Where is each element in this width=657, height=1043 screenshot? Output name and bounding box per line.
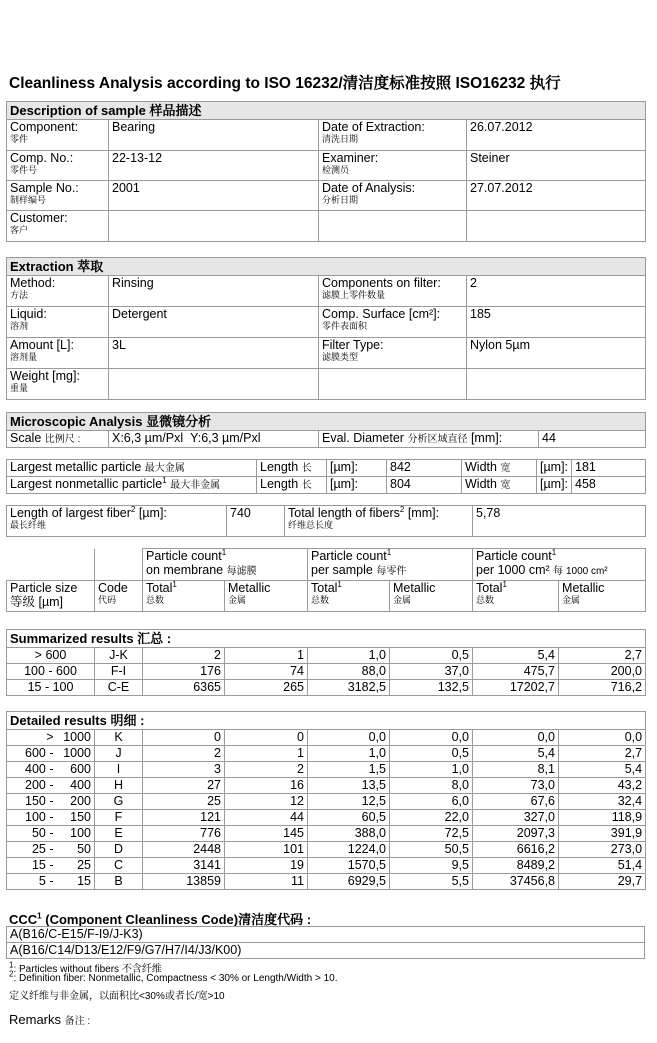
- cell-st: 388,0: [308, 826, 390, 842]
- cell-mm: 16: [225, 778, 308, 794]
- cell-a: 150 -: [7, 794, 57, 810]
- cell-mt: 13859: [143, 874, 225, 890]
- nonmetallic-length-value: 804: [387, 477, 462, 494]
- cell-b: 15: [57, 874, 95, 890]
- fiber-table: [6, 505, 646, 537]
- fiber-row: Length of largest fiber$^2$ [µm]: 最长纤维 740 Total length of fibers$^2$ [mm]: 纤维总长度 5,78: [7, 506, 646, 537]
- comp-surface-value: 185: [467, 307, 646, 338]
- remarks-label: Remarks 备注 :: [9, 1012, 91, 1027]
- cell-st: 1224,0: [308, 842, 390, 858]
- cell-mt: 3: [143, 762, 225, 778]
- liquid-value: Detergent: [109, 307, 319, 338]
- cell-code: J: [95, 746, 143, 762]
- table-row: [7, 842, 646, 858]
- table-row: [7, 858, 646, 874]
- amount-value: 3L: [109, 338, 319, 369]
- cell-mt: 25: [143, 794, 225, 810]
- description-row: Component: 零件 Bearing Date of Extraction: 清洗日期 26.07.2012: [7, 120, 646, 151]
- cell-km: 29,7: [559, 874, 646, 890]
- cell-mm: 1: [225, 746, 308, 762]
- cell-km: 51,4: [559, 858, 646, 874]
- ccc-code-2: A(B16/C14/D13/E12/F9/G7/H7/I4/J3/K00): [7, 943, 645, 959]
- cell-sm: 72,5: [390, 826, 473, 842]
- metallic-width-value: 181: [572, 460, 646, 477]
- cell-mm: 0: [225, 730, 308, 746]
- cell-code: G: [95, 794, 143, 810]
- metallic-length-value: 842: [387, 460, 462, 477]
- cell-km: 2,7: [559, 746, 646, 762]
- cell-kt: 5,4: [473, 746, 559, 762]
- footnote-2: $^2$: Definition fiber: Nonmetallic, Compactness < 30% or Length/Width > 10.: [9, 969, 338, 984]
- cell-mm: 44: [225, 810, 308, 826]
- cell-b: 400: [57, 778, 95, 794]
- microscopic-header: Microscopic Analysis 显微镜分析: [7, 413, 646, 431]
- cell-st: 1570,5: [308, 858, 390, 874]
- cell-b: 150: [57, 810, 95, 826]
- cell-kt: 0,0: [473, 730, 559, 746]
- table-row: > 600 J-K 2 1 1,0 0,5 5,4 2,7: [7, 648, 646, 664]
- cell-sm: 9,5: [390, 858, 473, 874]
- cell-kt: 67,6: [473, 794, 559, 810]
- extraction-row: Weight [mg]: 重量: [7, 369, 646, 400]
- cell-code: K: [95, 730, 143, 746]
- cell-sm: 6,0: [390, 794, 473, 810]
- cell-mt: 2448: [143, 842, 225, 858]
- cell-st: 12,5: [308, 794, 390, 810]
- cell-mt: 27: [143, 778, 225, 794]
- extraction-row: Method: 方法 Rinsing Components on filter: 滤膜上零件数量 2: [7, 276, 646, 307]
- cell-code: B: [95, 874, 143, 890]
- cell-sm: 0,5: [390, 746, 473, 762]
- table-row: [7, 794, 646, 810]
- cell-code: E: [95, 826, 143, 842]
- cell-st: 6929,5: [308, 874, 390, 890]
- table-row: [7, 826, 646, 842]
- cell-a: 50 -: [7, 826, 57, 842]
- method-value: Rinsing: [109, 276, 319, 307]
- cell-kt: 327,0: [473, 810, 559, 826]
- cell-km: 391,9: [559, 826, 646, 842]
- cell-mt: 2: [143, 746, 225, 762]
- summarized-results-table: [6, 629, 646, 696]
- cell-b: 200: [57, 794, 95, 810]
- cell-a: >: [7, 730, 57, 746]
- summarized-header: Summarized results 汇总 :: [7, 630, 646, 648]
- cell-km: 43,2: [559, 778, 646, 794]
- cell-code: C: [95, 858, 143, 874]
- cell-code: D: [95, 842, 143, 858]
- cell-mm: 2: [225, 762, 308, 778]
- cell-km: 273,0: [559, 842, 646, 858]
- analysis-date-value: 27.07.2012: [467, 181, 646, 211]
- cell-km: 5,4: [559, 762, 646, 778]
- document-title: Cleanliness Analysis according to ISO 16232/清洁度标准按照 ISO16232 执行: [9, 75, 561, 92]
- cell-b: 600: [57, 762, 95, 778]
- cell-mt: 3141: [143, 858, 225, 874]
- scale-x: X:6,3 µm/Pxl: [112, 431, 184, 445]
- table-row: 100 - 600 F-I 176 74 88,0 37,0 475,7 200,0: [7, 664, 646, 680]
- cell-b: 1000: [57, 730, 95, 746]
- detailed-header: Detailed results 明细 :: [7, 712, 646, 730]
- cell-b: 1000: [57, 746, 95, 762]
- table-row: [7, 730, 646, 746]
- cell-sm: 8,0: [390, 778, 473, 794]
- cell-sm: 5,5: [390, 874, 473, 890]
- detailed-results-table: [6, 711, 646, 890]
- cell-b: 50: [57, 842, 95, 858]
- cell-kt: 2097,3: [473, 826, 559, 842]
- cell-code: F: [95, 810, 143, 826]
- table-row: 15 - 100 C-E 6365 265 3182,5 132,5 17202,7 716,2: [7, 680, 646, 696]
- table-row: [7, 778, 646, 794]
- cell-mm: 12: [225, 794, 308, 810]
- cell-a: 5 -: [7, 874, 57, 890]
- total-fiber-value: 5,78: [473, 506, 646, 537]
- cell-sm: 0,0: [390, 730, 473, 746]
- scale-y: Y:6,3 µm/Pxl: [190, 431, 261, 445]
- components-on-filter-value: 2: [467, 276, 646, 307]
- eval-diameter-value: 44: [539, 431, 646, 448]
- table-row: [7, 762, 646, 778]
- examiner-value: Steiner: [467, 151, 646, 181]
- cell-st: 0,0: [308, 730, 390, 746]
- cell-mm: 11: [225, 874, 308, 890]
- table-row: [7, 746, 646, 762]
- cell-a: 15 -: [7, 858, 57, 874]
- component-value: Bearing: [109, 120, 319, 151]
- extraction-header: Extraction 萃取: [7, 258, 646, 276]
- description-table: [6, 101, 646, 242]
- extraction-row: Liquid: 溶剂 Detergent Comp. Surface [cm²]: 零件表面积 185: [7, 307, 646, 338]
- cell-st: 60,5: [308, 810, 390, 826]
- cell-sm: 50,5: [390, 842, 473, 858]
- cell-kt: 37456,8: [473, 874, 559, 890]
- extraction-date-value: 26.07.2012: [467, 120, 646, 151]
- cell-st: 1,5: [308, 762, 390, 778]
- scale-row: Scale 比例尺 : X:6,3 µm/Pxl Y:6,3 µm/Pxl Eval. Diameter 分析区域直径 [mm]: 44: [7, 431, 646, 448]
- cell-a: 600 -: [7, 746, 57, 762]
- sample-no-value: 2001: [109, 181, 319, 211]
- customer-value: [109, 211, 319, 242]
- cell-code: H: [95, 778, 143, 794]
- cell-mm: 101: [225, 842, 308, 858]
- cell-a: 25 -: [7, 842, 57, 858]
- filter-type-value: Nylon 5µm: [467, 338, 646, 369]
- description-row: Sample No.: 制样编号 2001 Date of Analysis: 分析日期 27.07.2012: [7, 181, 646, 211]
- cell-mm: 19: [225, 858, 308, 874]
- cell-code: I: [95, 762, 143, 778]
- extraction-table: [6, 257, 646, 400]
- cell-km: 0,0: [559, 730, 646, 746]
- ccc-header: CCC$^1$ (Component Cleanliness Code)清洁度代码 :: [9, 911, 312, 927]
- nonmetallic-width-value: 458: [572, 477, 646, 494]
- largest-particle-table: [6, 459, 646, 494]
- description-row: Customer: 客户: [7, 211, 646, 242]
- cell-st: 13,5: [308, 778, 390, 794]
- cell-mt: 0: [143, 730, 225, 746]
- cell-b: 25: [57, 858, 95, 874]
- largest-metallic-row: Largest metallic particle 最大金属 Length 长 [µm]: 842 Width 宽 [µm]: 181: [7, 460, 646, 477]
- ccc-code-1: A(B16/C-E15/F-I9/J-K3): [7, 927, 645, 943]
- footnote-3: 定义纤维与非金属，以面积比<30%或者长/宽>10: [9, 991, 225, 1002]
- description-header: Description of sample 样品描述: [7, 102, 646, 120]
- cell-mt: 121: [143, 810, 225, 826]
- ccc-table: [6, 926, 645, 959]
- comp-no-value: 22-13-12: [109, 151, 319, 181]
- cell-b: 100: [57, 826, 95, 842]
- cell-km: 118,9: [559, 810, 646, 826]
- cell-a: 100 -: [7, 810, 57, 826]
- cell-mm: 145: [225, 826, 308, 842]
- cell-km: 32,4: [559, 794, 646, 810]
- microscopic-table: [6, 412, 646, 448]
- table-row: [7, 810, 646, 826]
- cell-kt: 8,1: [473, 762, 559, 778]
- weight-value: [109, 369, 319, 400]
- cell-sm: 1,0: [390, 762, 473, 778]
- largest-fiber-value: 740: [227, 506, 285, 537]
- cell-kt: 8489,2: [473, 858, 559, 874]
- particle-count-header: Particle count$^1$ on membrane 每滤膜 Particle count$^1$ per sample 每零件 Particle count$^1$ per 1000 cm² 每 1000 cm² Particle size 等级 [µm] Code 代码 Total$^1$ 总数 Metallic 金属 Total$^1$ 总数 Metallic 金属 Total$^1$ 总数 Metallic 金属: [6, 548, 646, 612]
- cell-a: 400 -: [7, 762, 57, 778]
- description-row: Comp. No.: 零件号 22-13-12 Examiner: 检测员 Steiner: [7, 151, 646, 181]
- footnote-1: $^1$: Particles without fibers 不含纤维: [9, 960, 162, 975]
- largest-nonmetallic-row: Largest nonmetallic particle$^1$ 最大非金属 Length 长 [µm]: 804 Width 宽 [µm]: 458: [7, 477, 646, 494]
- extraction-row: Amount [L]: 溶剂量 3L Filter Type: 滤膜类型 Nylon 5µm: [7, 338, 646, 369]
- cell-st: 1,0: [308, 746, 390, 762]
- cell-kt: 73,0: [473, 778, 559, 794]
- cell-sm: 22,0: [390, 810, 473, 826]
- cell-kt: 6616,2: [473, 842, 559, 858]
- cell-mt: 776: [143, 826, 225, 842]
- cell-a: 200 -: [7, 778, 57, 794]
- table-row: [7, 874, 646, 890]
